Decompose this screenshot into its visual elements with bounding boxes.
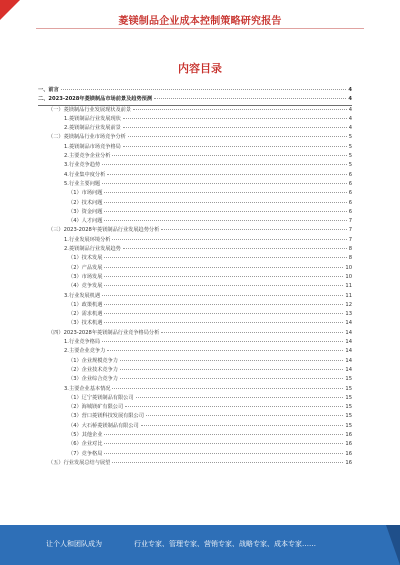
toc-entry[interactable] (38, 226, 352, 235)
toc-entry-label: （1）政策机遇 (68, 301, 103, 308)
toc-entry-page-number: 4 (348, 96, 352, 103)
toc-entry-label: （三）2023-2028年菱镁制品行业发展趋势分析 (48, 227, 160, 234)
toc-leader-dots (120, 378, 343, 379)
toc-entry-label: 3.行业竞争趋势 (64, 162, 101, 169)
toc-leader-dots (120, 360, 343, 361)
toc-entry-page-number: 14 (345, 366, 352, 373)
toc-entry[interactable] (38, 357, 352, 366)
toc-entry[interactable] (38, 292, 352, 301)
toc-entry-page-number: 10 (345, 273, 352, 280)
toc-entry[interactable] (38, 217, 352, 226)
toc-entry[interactable] (38, 106, 352, 115)
page-header (0, 0, 400, 30)
toc-leader-dots (104, 202, 346, 203)
toc-entry[interactable] (38, 273, 352, 282)
toc-leader-dots (112, 155, 346, 156)
toc-entry-page-number: 14 (345, 329, 352, 336)
toc-entry[interactable] (38, 319, 352, 328)
toc-entry-page-number: 7 (348, 218, 352, 225)
toc-leader-dots (123, 127, 347, 128)
toc-heading: 内容目录 (178, 62, 222, 75)
toc-entry[interactable] (38, 152, 352, 161)
toc-entry-label: 二、2023-2028年菱镁制品市场前景及趋势预测 (38, 96, 153, 103)
toc-entry[interactable] (38, 124, 352, 133)
toc-entry[interactable] (38, 208, 352, 217)
toc-entry[interactable] (38, 301, 352, 310)
toc-leader-dots (154, 98, 346, 99)
toc-leader-dots (104, 276, 343, 277)
toc-entry-label: 2.菱镁制品行业发展前景 (64, 125, 121, 132)
toc-entry[interactable] (38, 403, 352, 412)
toc-entry[interactable] (38, 412, 352, 421)
toc-entry-page-number: 7 (348, 236, 352, 243)
toc-entry-label: 2.主要企业竞争力 (64, 348, 106, 355)
toc-entry[interactable] (38, 264, 352, 273)
toc-leader-dots (161, 229, 346, 230)
toc-leader-dots (120, 369, 343, 370)
toc-entry[interactable] (38, 236, 352, 245)
toc-leader-dots (123, 146, 347, 147)
toc-entry[interactable] (38, 394, 352, 403)
toc-entry-label: 3.主要企业基本情况 (64, 385, 111, 392)
toc-entry-label: （3）资金问题 (68, 208, 103, 215)
toc-entry-page-number: 5 (348, 162, 352, 169)
toc-entry[interactable] (38, 171, 352, 180)
toc-entry[interactable] (38, 199, 352, 208)
toc-leader-dots (104, 313, 343, 314)
header-divider (36, 28, 364, 29)
toc-leader-dots (112, 388, 343, 389)
toc-entry[interactable] (38, 245, 352, 254)
toc-entry-page-number: 8 (348, 255, 352, 262)
toc-entry[interactable] (38, 282, 352, 291)
toc-entry-label: （5）其他企业 (68, 431, 103, 438)
toc-entry[interactable] (38, 366, 352, 375)
toc-entry-page-number: 14 (345, 320, 352, 327)
toc-entry-page-number: 15 (345, 404, 352, 411)
toc-entry-label: （2）需求机遇 (68, 311, 103, 318)
toc-entry-label: （四）2023-2028年菱镁制品行业竞争格局分析 (48, 329, 160, 336)
toc-entry[interactable] (38, 86, 352, 95)
toc-entry[interactable] (38, 385, 352, 394)
toc-leader-dots (104, 304, 343, 305)
toc-entry-page-number: 15 (345, 394, 352, 401)
toc-entry-page-number: 5 (348, 134, 352, 141)
toc-entry-page-number: 14 (345, 339, 352, 346)
toc-entry-label: （6）企业对比 (68, 441, 103, 448)
toc-leader-dots (102, 341, 343, 342)
toc-entry-label: （2）产品发展 (68, 264, 103, 271)
toc-entry-label: （2）海城镁矿有限公司 (68, 404, 124, 411)
toc-entry-page-number: 14 (345, 348, 352, 355)
table-of-contents (38, 86, 352, 468)
toc-entry-page-number: 15 (345, 376, 352, 383)
footer-banner (0, 525, 400, 565)
toc-entry-page-number: 6 (348, 199, 352, 206)
toc-entry[interactable] (38, 440, 352, 449)
report-title: 菱镁制品企业成本控制策略研究报告 (118, 16, 282, 27)
toc-leader-dots (107, 350, 343, 351)
toc-entry-page-number: 4 (348, 87, 352, 93)
toc-entry-page-number: 12 (345, 301, 352, 308)
toc-entry-label: （7）竞争格局 (68, 450, 103, 457)
toc-entry-label: 3.行业发展机遇 (64, 292, 101, 299)
toc-entry-page-number: 6 (348, 208, 352, 215)
toc-entry[interactable] (38, 422, 352, 431)
toc-entry-page-number: 16 (345, 459, 352, 466)
toc-leader-dots (102, 295, 343, 296)
toc-entry-page-number: 4 (348, 125, 352, 132)
toc-entry-label: （4）竞争发展 (68, 283, 103, 290)
toc-entry[interactable] (38, 450, 352, 459)
toc-entry[interactable] (38, 161, 352, 170)
toc-entry-label: 4.行业集中度分析 (64, 171, 106, 178)
toc-leader-dots (128, 136, 347, 137)
toc-entry-label: （1）企业规模竞争力 (68, 357, 118, 364)
footer-corner-decoration (386, 525, 400, 565)
toc-entry[interactable] (38, 115, 352, 124)
toc-entry-page-number: 8 (348, 246, 352, 253)
toc-entry-page-number: 11 (345, 292, 352, 299)
toc-leader-dots (104, 285, 343, 286)
toc-entry-page-number: 4 (348, 106, 352, 113)
toc-leader-dots (107, 174, 346, 175)
toc-leader-dots (102, 183, 347, 184)
toc-entry[interactable] (38, 375, 352, 384)
toc-entry-label: 2.主要竞争企业分析 (64, 153, 111, 160)
toc-entry-label: （五）行业发展总结与展望 (48, 459, 111, 466)
toc-entry[interactable] (38, 95, 352, 105)
toc-entry-page-number: 6 (348, 171, 352, 178)
toc-leader-dots (136, 397, 344, 398)
toc-entry[interactable] (38, 459, 352, 468)
toc-leader-dots (123, 248, 347, 249)
toc-leader-dots (102, 164, 347, 165)
toc-entry-page-number: 13 (345, 311, 352, 318)
toc-entry[interactable] (38, 329, 352, 338)
toc-entry-page-number: 5 (348, 143, 352, 150)
toc-entry-page-number: 16 (345, 431, 352, 438)
toc-entry-label: （4）大石桥菱镁制品有限公司 (68, 422, 139, 429)
toc-entry-label: 一、前言 (38, 87, 59, 93)
toc-entry-page-number: 10 (345, 264, 352, 271)
toc-entry[interactable] (38, 180, 352, 189)
toc-leader-dots (104, 443, 343, 444)
toc-leader-dots (104, 434, 343, 435)
toc-leader-dots (125, 406, 343, 407)
toc-entry-page-number: 15 (345, 385, 352, 392)
toc-leader-dots (104, 220, 346, 221)
toc-leader-dots (146, 415, 343, 416)
toc-leader-dots (161, 332, 343, 333)
toc-entry-label: 1.菱镁制品行业发展现状 (64, 115, 121, 122)
toc-entry-page-number: 6 (348, 190, 352, 197)
toc-entry[interactable] (38, 133, 352, 142)
toc-entry-label: 1.行业发展环境分析 (64, 236, 111, 243)
toc-leader-dots (112, 239, 346, 240)
toc-leader-dots (104, 257, 346, 258)
toc-leader-dots (104, 211, 346, 212)
toc-entry[interactable] (38, 347, 352, 356)
toc-entry-label: （4）人才问题 (68, 218, 103, 225)
toc-entry[interactable] (38, 310, 352, 319)
toc-entry-page-number: 6 (348, 180, 352, 187)
toc-entry[interactable] (38, 143, 352, 152)
toc-leader-dots (104, 192, 346, 193)
toc-leader-dots (104, 322, 343, 323)
toc-entry-label: （3）技术机遇 (68, 320, 103, 327)
toc-entry-page-number: 14 (345, 357, 352, 364)
toc-entry-page-number: 4 (348, 115, 352, 122)
toc-leader-dots (104, 267, 343, 268)
toc-entry-label: （3）营口菱镁科技发展有限公司 (68, 413, 144, 420)
footer-slogan-right: 行业专家、管理专家、营销专家、战略专家、成本专家…… (134, 540, 316, 548)
toc-entry-label: 5.行业主要问题 (64, 180, 101, 187)
toc-leader-dots (61, 89, 347, 90)
toc-entry-label: （2）技术问题 (68, 199, 103, 206)
toc-leader-dots (133, 109, 347, 110)
toc-entry-label: 1.菱镁制品市场竞争格局 (64, 143, 121, 150)
toc-entry-label: （二）菱镁制品行业市场竞争分析 (48, 134, 126, 141)
toc-entry-page-number: 15 (345, 422, 352, 429)
toc-entry-label: （一）菱镁制品行业发展现状及前景 (48, 106, 132, 113)
toc-entry-label: （2）企业技术竞争力 (68, 366, 118, 373)
toc-entry[interactable] (38, 338, 352, 347)
toc-entry-page-number: 16 (345, 441, 352, 448)
toc-entry-label: （3）企业综合竞争力 (68, 376, 118, 383)
toc-entry-label: 1.行业竞争格局 (64, 339, 101, 346)
toc-leader-dots (112, 462, 343, 463)
toc-entry-label: （1）技术发展 (68, 255, 103, 262)
toc-entry-page-number: 15 (345, 413, 352, 420)
toc-entry-label: （3）市场发展 (68, 273, 103, 280)
toc-entry-page-number: 11 (345, 283, 352, 290)
toc-leader-dots (141, 425, 344, 426)
toc-entry[interactable] (38, 254, 352, 263)
toc-entry-page-number: 16 (345, 450, 352, 457)
toc-entry-label: 2.菱镁制品行业发展趋势 (64, 246, 121, 253)
toc-entry-label: （1）辽宁菱镁制品有限公司 (68, 394, 134, 401)
footer-slogan-left: 让个人和团队成为 (46, 540, 102, 548)
toc-entry-page-number: 5 (348, 153, 352, 160)
toc-leader-dots (123, 118, 347, 119)
toc-leader-dots (104, 453, 343, 454)
toc-entry-label: （1）市场问题 (68, 190, 103, 197)
toc-entry[interactable] (38, 189, 352, 198)
toc-entry[interactable] (38, 431, 352, 440)
toc-entry-page-number: 7 (348, 227, 352, 234)
